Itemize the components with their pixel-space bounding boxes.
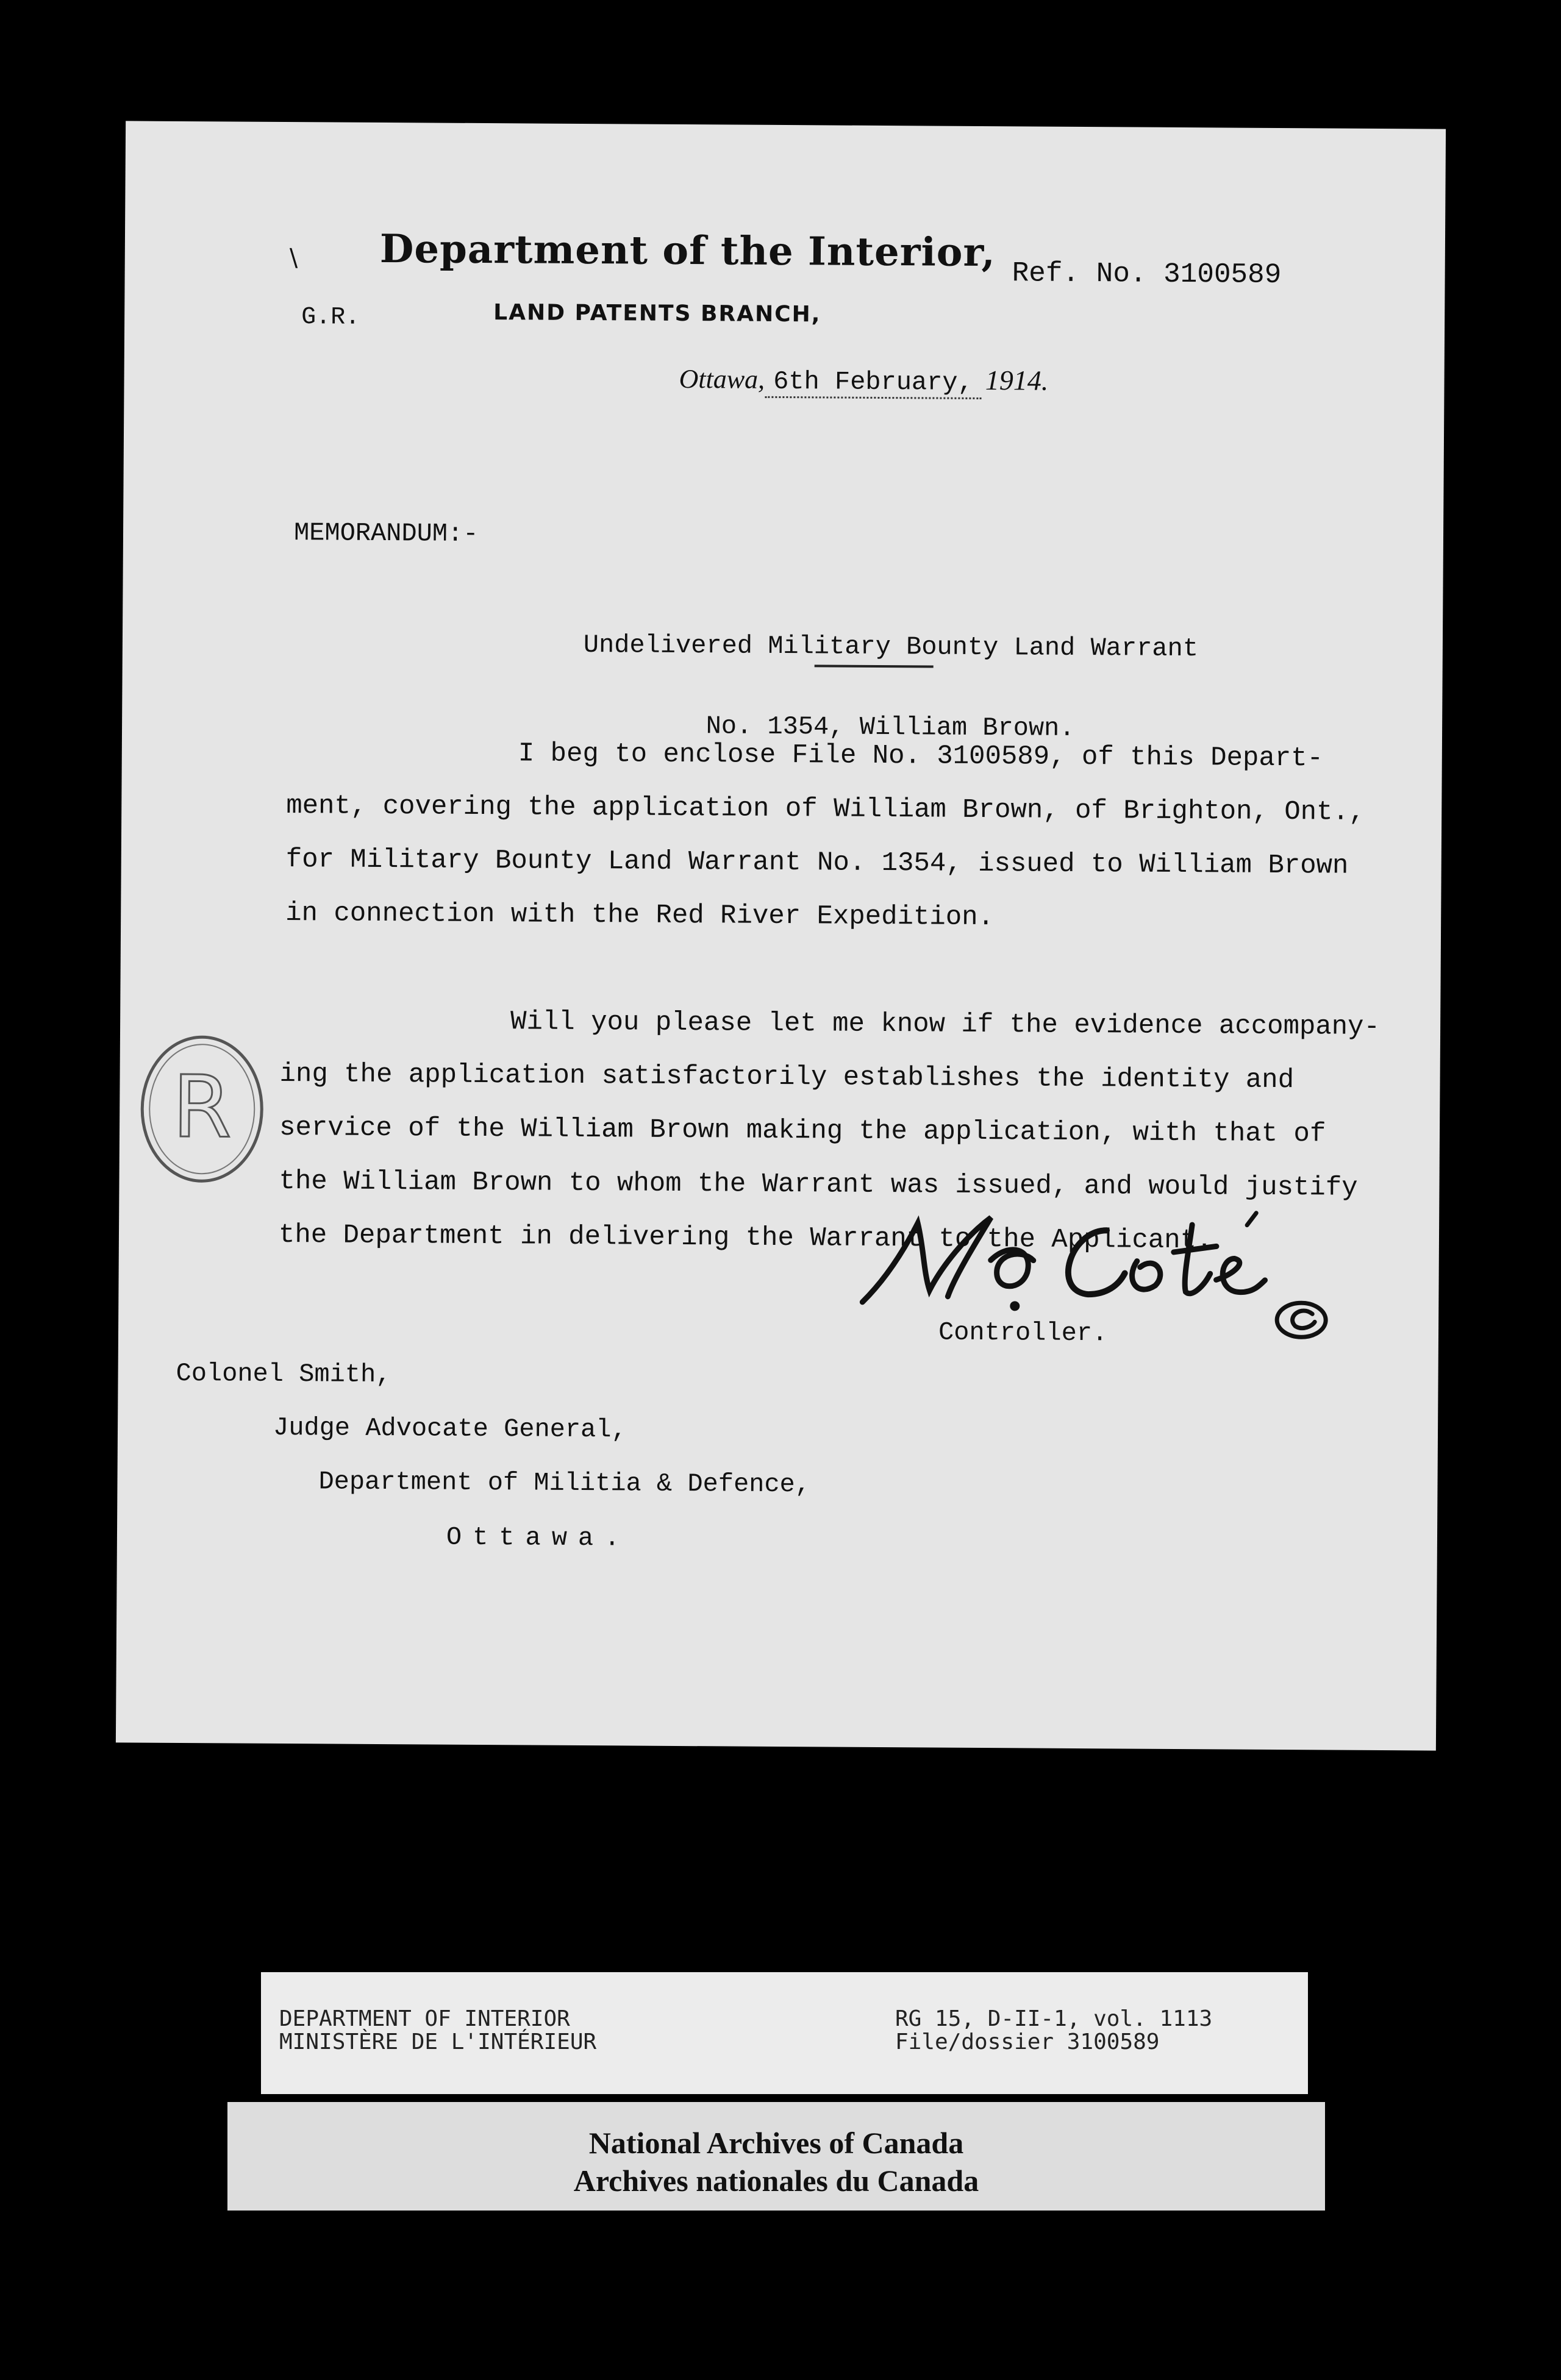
signature-title: Controller. <box>938 1317 1108 1349</box>
archive-reference-label <box>261 1972 1308 2094</box>
addressee-city: Ottawa. <box>446 1522 631 1553</box>
archive-label-left <box>279 2008 596 2054</box>
subject-line-1: Undelivered Military Bounty Land Warrant <box>583 630 1199 664</box>
archive-name-en: National Archives of Canada <box>588 2126 964 2160</box>
reference-number: Ref. No. 3100589 <box>1012 257 1282 291</box>
archive-name-fr: Archives nationales du Canada <box>573 2164 979 2198</box>
date-line <box>679 362 1048 400</box>
paragraph-2-body: ing the application satisfactorily establishes the identity and service of the William Brown making the application, with that of the William Brown to whom the Warrant was issued, and would justify the Department in delivering the Warrant to the Applicant. <box>278 1058 1358 1256</box>
paragraph-2-first-line: Will you please let me know if the evidence accompany- <box>510 1007 1381 1043</box>
label-dept-en: DEPARTMENT OF INTERIOR <box>279 2006 570 2031</box>
archive-label-right <box>895 2008 1212 2054</box>
letter-sheet <box>116 121 1446 1750</box>
initials: G.R. <box>301 304 360 332</box>
branch-name: LAND PATENTS BRANCH, <box>493 300 821 327</box>
label-file-number: File/dossier 3100589 <box>895 2029 1160 2054</box>
date-value: 6th February, <box>765 367 982 399</box>
addressee-name: Colonel Smith, <box>176 1358 391 1390</box>
registered-stamp <box>137 1033 266 1186</box>
tick-mark: \ <box>289 244 298 273</box>
date-year: 1914. <box>985 365 1049 396</box>
memo-heading: MEMORANDUM:- <box>293 518 479 549</box>
addressee-title: Judge Advocate General, <box>273 1413 627 1445</box>
department-heading: Department of the Interior, <box>379 226 996 276</box>
subject-line-2: No. 1354, William Brown. <box>705 711 1075 743</box>
stamp-letter: R <box>172 1057 232 1158</box>
label-dept-fr: MINISTÈRE DE L'INTÉRIEUR <box>279 2029 597 2054</box>
archive-banner <box>227 2102 1325 2211</box>
paragraph-1-body: ment, covering the application of William Brown, of Brighton, Ont., for Military Bounty Land Warrant No. 1354, issued to William Brown in connection with the Red River Expedition. <box>285 791 1365 933</box>
paragraph-1-first-line: I beg to enclose File No. 3100589, of this Depart- <box>518 738 1324 774</box>
label-record-group: RG 15, D-II-1, vol. 1113 <box>895 2006 1213 2031</box>
date-place: Ottawa, <box>679 363 765 394</box>
addressee-department: Department of Militia & Defence, <box>318 1467 811 1500</box>
